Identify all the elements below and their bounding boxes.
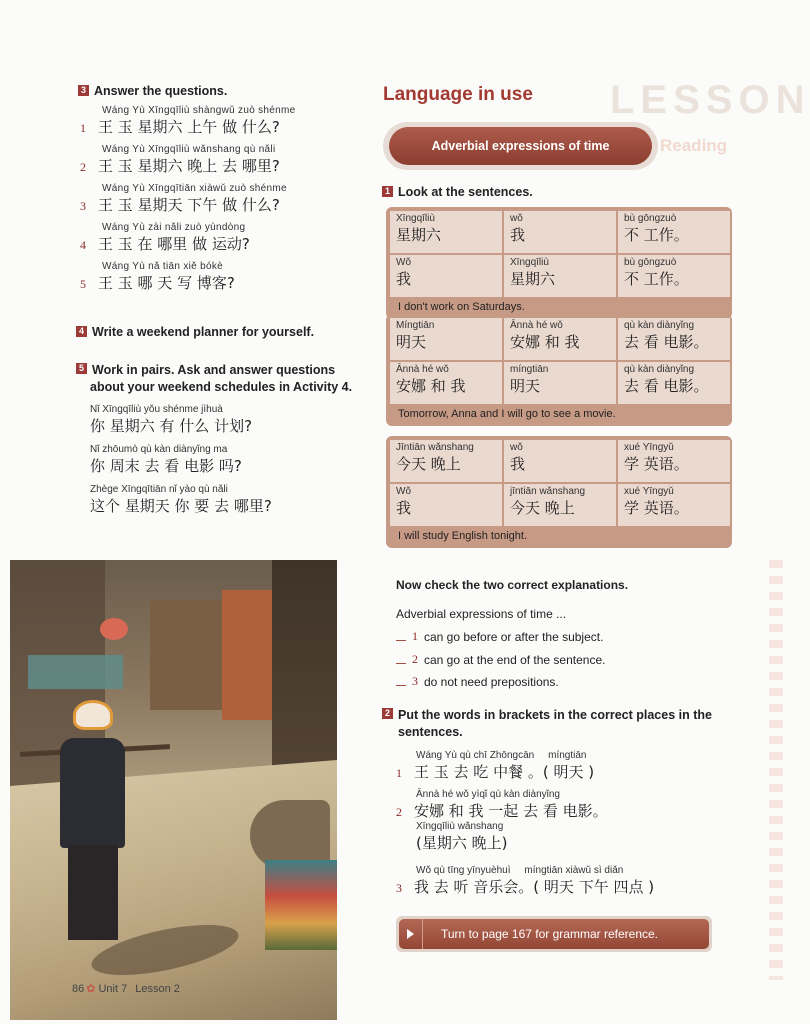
exercise-hanzi: 安娜 和 我 一起 去 看 电影。 — [414, 802, 608, 820]
topic-pill: Adverbial expressions of time — [389, 127, 652, 165]
dialogue-pinyin: Nǐ Xīngqīliù yǒu shénme jìhuà — [90, 404, 223, 415]
question-item — [80, 222, 250, 254]
sentence-table — [386, 314, 732, 426]
check-title: Now check the two correct explanations. — [396, 578, 629, 592]
sentence-cell — [504, 255, 616, 297]
cell-pinyin: qù kàn diànyǐng — [624, 320, 695, 331]
answer-section-heading — [78, 84, 227, 98]
cell-pinyin: Jīntiān wǎnshang — [396, 442, 474, 453]
cell-pinyin: xué Yīngyǔ — [624, 442, 674, 453]
photo-skirt — [68, 845, 118, 940]
sentence-cell — [618, 484, 730, 526]
cell-hanzi: 去 看 电影。 — [624, 377, 709, 395]
sentence-cell — [390, 362, 502, 404]
sentence-table — [386, 436, 732, 548]
sentence-cell — [390, 211, 502, 253]
cell-pinyin: Xīngqīliù — [510, 257, 549, 268]
cell-pinyin: Xīngqīliù — [396, 213, 435, 224]
cell-hanzi: 安娜 和 我 — [396, 377, 466, 395]
dialogue-hanzi: 这个 星期天 你 要 去 哪里? — [90, 497, 272, 515]
pairs-section-heading — [76, 362, 352, 396]
sentence-translation: I will study English tonight. — [398, 530, 528, 542]
cell-pinyin: Wǒ — [396, 486, 411, 497]
sentence-translation: I don't work on Saturdays. — [398, 301, 525, 313]
planner-section-heading — [76, 325, 314, 339]
check-intro: Adverbial expressions of time ... — [396, 607, 567, 621]
sentence-cell — [390, 440, 502, 482]
cell-hanzi: 明天 — [510, 377, 541, 395]
cell-hanzi: 明天 — [396, 333, 427, 351]
cell-hanzi: 安娜 和 我 — [510, 333, 580, 351]
photo-jacket — [60, 738, 125, 848]
cell-hanzi: 今天 晚上 — [510, 499, 575, 517]
page-number: 86 — [72, 982, 85, 995]
cell-hanzi: 不 工作。 — [624, 270, 689, 288]
question-item — [80, 261, 235, 293]
explanation-option[interactable] — [396, 674, 559, 689]
sentence-cell — [390, 484, 502, 526]
lesson-watermark: LESSON — [610, 78, 810, 122]
exercise-number: 3 — [396, 881, 402, 895]
question-number: 5 — [80, 277, 86, 291]
dialogue-line — [90, 444, 242, 476]
exercise-bracket-pinyin: Xīngqīliù wǎnshang — [416, 821, 504, 832]
question-pinyin: Wáng Yù Xīngqīliù shàngwǔ zuò shénme — [102, 105, 296, 116]
section-title-line2: sentences. — [398, 725, 463, 739]
checkbox-blank[interactable] — [396, 677, 406, 686]
option-number: 1 — [412, 629, 418, 643]
exercise-item — [396, 750, 594, 782]
question-item — [80, 183, 287, 215]
cell-hanzi: 今天 晚上 — [396, 455, 461, 473]
page-footer — [72, 982, 180, 995]
sentence-translation: Tomorrow, Anna and I will go to see a movie. — [398, 408, 616, 420]
sentence-cell — [618, 211, 730, 253]
sentence-cell — [504, 211, 616, 253]
grammar-reference-button[interactable] — [396, 916, 712, 952]
photo-lantern — [100, 618, 128, 640]
section-title-line1: Work in pairs. Ask and answer questions — [92, 363, 336, 377]
cell-hanzi: 我 — [396, 499, 412, 517]
sentence-cell — [504, 440, 616, 482]
village-street-photo — [10, 560, 337, 1020]
put-section-heading — [382, 707, 712, 741]
dialogue-hanzi: 你 周末 去 看 电影 吗? — [90, 457, 242, 475]
cell-hanzi: 我 — [510, 455, 526, 473]
section-title-line2: about your weekend schedules in Activity 4. — [90, 380, 353, 394]
explanation-option[interactable] — [396, 629, 603, 644]
flower-icon: ✿ — [86, 983, 96, 995]
question-item — [80, 144, 280, 176]
dialogue-line — [90, 484, 272, 516]
sentence-cell — [618, 440, 730, 482]
grammar-reference-label: Turn to page 167 for grammar reference. — [441, 927, 658, 941]
section-title: Look at the sentences. — [398, 185, 533, 199]
cell-hanzi: 我 — [396, 270, 412, 288]
question-number: 1 — [80, 121, 86, 135]
question-hanzi: 王 玉 在 哪里 做 运动? — [98, 235, 250, 253]
sentence-cell — [390, 255, 502, 297]
play-arrow-icon — [399, 919, 423, 949]
question-hanzi: 王 玉 星期六 晚上 去 哪里? — [98, 157, 280, 175]
question-pinyin: Wáng Yù Xīngqīliù wǎnshang qù nǎli — [102, 144, 276, 155]
cell-hanzi: 不 工作。 — [624, 226, 689, 244]
exercise-hanzi: 王 玉 去 吃 中餐 。( 明天 ) — [414, 763, 595, 781]
section-number: 5 — [76, 363, 87, 374]
cell-pinyin: wǒ — [510, 213, 523, 224]
footer-lesson: Lesson 2 — [135, 982, 180, 995]
cell-pinyin: jīntiān wǎnshang — [510, 486, 586, 497]
page-edge-decoration — [769, 560, 783, 980]
question-hanzi: 王 玉 哪 天 写 博客? — [98, 274, 235, 292]
sentence-cell — [504, 318, 616, 360]
question-hanzi: 王 玉 星期天 下午 做 什么? — [98, 196, 280, 214]
question-number: 2 — [80, 160, 86, 174]
photo-door — [222, 590, 277, 720]
look-section-heading — [382, 185, 533, 199]
photo-woman-walking — [50, 700, 135, 950]
checkbox-blank[interactable] — [396, 632, 406, 641]
sentence-cell — [504, 484, 616, 526]
option-number: 3 — [412, 674, 418, 688]
question-pinyin: Wáng Yù Xīngqītiān xiàwǔ zuò shénme — [102, 183, 287, 194]
sentence-cell — [618, 362, 730, 404]
option-text: can go at the end of the sentence. — [424, 652, 606, 667]
cell-hanzi: 去 看 电影。 — [624, 333, 709, 351]
question-pinyin: Wáng Yù nǎ tiān xiě bókè — [102, 261, 223, 272]
exercise-pinyin: Ānnà hé wǒ yìqǐ qù kàn diànyǐng — [416, 789, 560, 800]
cell-pinyin: xué Yīngyǔ — [624, 486, 674, 497]
question-item — [80, 105, 296, 137]
cell-hanzi: 学 英语。 — [624, 499, 689, 517]
cell-pinyin: wǒ — [510, 442, 523, 453]
exercise-number: 2 — [396, 805, 402, 819]
exercise-pinyin: Wáng Yù qù chī Zhōngcān míngtiān — [416, 750, 587, 761]
dialogue-pinyin: Nǐ zhōumò qù kàn diànyǐng ma — [90, 444, 228, 455]
question-pinyin: Wáng Yù zài nǎli zuò yùndòng — [102, 222, 246, 233]
dialogue-line — [90, 404, 252, 436]
exercise-pinyin: Wǒ qù tīng yīnyuèhuì míngtiān xiàwǔ sì diǎn — [416, 865, 624, 876]
dialogue-hanzi: 你 星期六 有 什么 计划? — [90, 417, 253, 435]
section-title-line1: Put the words in brackets in the correct places in the — [398, 708, 712, 722]
exercise-hanzi: 我 去 听 音乐会。( 明天 下午 四点 ) — [414, 878, 655, 896]
cell-pinyin: míngtiān — [510, 364, 549, 375]
section-title: Write a weekend planner for yourself. — [92, 325, 315, 339]
section-number: 3 — [78, 85, 89, 96]
option-text: do not need prepositions. — [424, 674, 559, 689]
section-title: Answer the questions. — [94, 84, 228, 98]
option-number: 2 — [412, 652, 418, 666]
cell-hanzi: 学 英语。 — [624, 455, 689, 473]
dialogue-pinyin: Zhège Xīngqītiān nǐ yào qù nǎli — [90, 484, 228, 495]
exercise-number: 1 — [396, 766, 402, 780]
section-number: 1 — [382, 186, 393, 197]
footer-unit: Unit 7 — [98, 982, 128, 995]
cell-hanzi: 星期六 — [396, 226, 442, 244]
sentence-cell — [618, 318, 730, 360]
photo-headdress — [73, 700, 113, 730]
section-number: 2 — [382, 708, 393, 719]
question-number: 3 — [80, 199, 86, 213]
photo-sign — [28, 655, 123, 689]
exercise-item — [396, 789, 608, 853]
exercise-item — [396, 865, 654, 897]
cell-hanzi: 我 — [510, 226, 526, 244]
checkbox-blank[interactable] — [396, 655, 406, 664]
explanation-option[interactable] — [396, 652, 605, 667]
sentence-cell — [618, 255, 730, 297]
question-hanzi: 王 玉 星期六 上午 做 什么? — [98, 118, 280, 136]
option-text: can go before or after the subject. — [424, 629, 604, 644]
section-number: 4 — [76, 326, 87, 337]
photo-market-stall — [265, 860, 337, 950]
cell-pinyin: bù gōngzuò — [624, 257, 677, 268]
exercise-bracket-hanzi: (星期六 晚上) — [416, 834, 508, 852]
cell-pinyin: Míngtiān — [396, 320, 435, 331]
sentence-cell — [390, 318, 502, 360]
sentence-table — [386, 207, 732, 319]
reading-watermark: Reading — [660, 136, 728, 155]
cell-pinyin: Ānnà hé wǒ — [396, 364, 449, 375]
sentence-cell — [504, 362, 616, 404]
question-number: 4 — [80, 238, 86, 252]
language-in-use-title: Language in use — [383, 84, 533, 105]
cell-pinyin: bù gōngzuò — [624, 213, 677, 224]
cell-pinyin: qù kàn diànyǐng — [624, 364, 695, 375]
cell-pinyin: Wǒ — [396, 257, 411, 268]
cell-hanzi: 星期六 — [510, 270, 556, 288]
cell-pinyin: Ānnà hé wǒ — [510, 320, 563, 331]
